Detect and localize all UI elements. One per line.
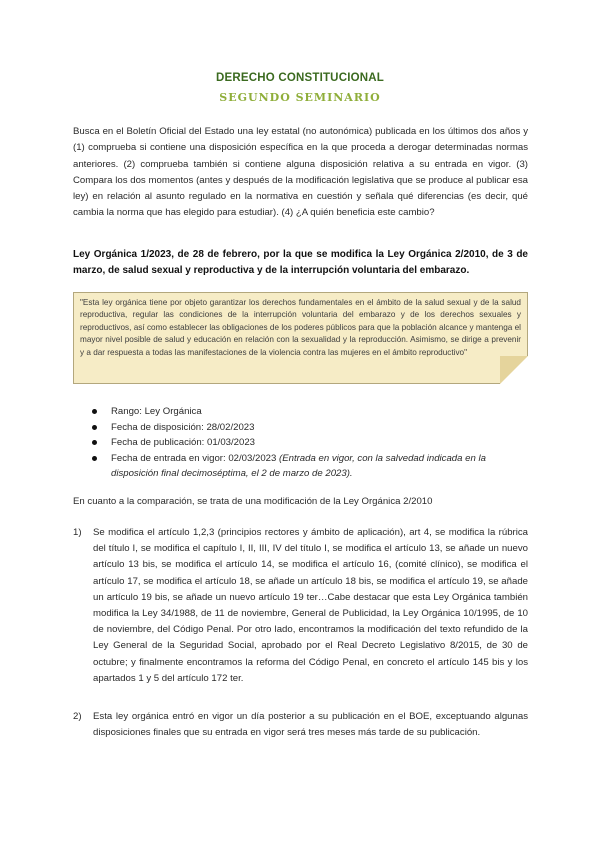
list-item <box>92 435 528 451</box>
numbered-point <box>73 709 528 741</box>
bullet-icon <box>92 409 97 414</box>
list-item-text: Rango: Ley Orgánica <box>111 406 202 417</box>
point-number: 1) <box>73 527 82 538</box>
bullet-icon <box>92 425 97 430</box>
intro-paragraph: Busca en el Boletín Oficial del Estado una ley estatal (no autonómica) publicada en los últimos dos años y (1) comprueba si contiene una disposición específica en la que proceda a derogar determinadas normas anteriores. (2) comprueba también si contiene alguna disposición relativa a su entrada en vigor. (3) Compara los dos momentos (antes y después de la modificación legislativa que se produce al publicar esa ley) en relación al asunto regulado en la normativa en cuestión y señala qué diferencias (es decir, qué cambia la norma que has elegido para estudiar). (4) ¿A quién beneficia este cambio? <box>73 126 528 219</box>
document-subtitle: SEGUNDO SEMINARIO <box>219 91 381 104</box>
list-item <box>92 420 528 436</box>
quote-text: "Esta ley orgánica tiene por objeto garantizar los derechos fundamentales en el ámbito de la salud sexual y de la salud reproductiva, regular las condiciones de la interrupción voluntaria del embarazo y de los derechos sexuales y reproductivos, así como establecer las obligaciones de los poderes públicos para que la población alcance y mantenga el mayor nivel posible de salud y educación en relación con la sexualidad y la reproducción. Asimismo, se dirige a prevenir y a dar respuesta a todas las manifestaciones de la violencia contra las mujeres en el ámbito reproductivo" <box>80 298 521 357</box>
comparison-paragraph: En cuanto a la comparación, se trata de una modificación de la Ley Orgánica 2/2010 <box>73 496 433 507</box>
quote-box <box>73 292 528 384</box>
list-item <box>92 451 528 482</box>
bullet-icon <box>92 440 97 445</box>
law-title: Ley Orgánica 1/2023, de 28 de febrero, por la que se modifica la Ley Orgánica 2/2010, de 3 de marzo, de salud sexual y reproductiva y de la interrupción voluntaria del embarazo. <box>73 249 528 277</box>
list-item-note: (Entrada en vigor, con la salvedad indicada en la disposición final decimoséptima, el 2 de marzo de 2023). <box>111 452 486 479</box>
list-item-text: Fecha de disposición: 28/02/2023 <box>111 421 255 433</box>
point-text: Se modifica el artículo 1,2,3 (principios rectores y ámbito de aplicación), art 4, se modifica la rúbrica del título I, se modifica el capítulo I, II, III, IV del título I, se modifica el artículo 13, se añade un nuevo artículo 13 bis, se modifica el artículo 14, se modifica el artículo 16, (comité clínico), se modifica el artículo 17, se modifica el artículo 18, se añade un artículo 18 bis, se modifica el artículo 19, se añade un artículo 19 bis, se añade un nuevo artículo 19 ter…Cabe destacar que esta Ley Orgánica también modifica la Ley 34/1988, de 11 de noviembre, General de Publicidad, la Ley Orgánica 10/1995, de 10 de noviembre, del Código Penal. Por otro lado, encontramos la modificación del texto refundido de la Ley General de la Seguridad Social, aprobado por el Real Decreto Legislativo 8/2015, de 30 de octubre; y finalmente encontramos la reforma del Código Penal, en concreto el artículo 145 bis y los apartados 1 y 5 del artículo 172 ter. <box>93 527 528 684</box>
point-number: 2) <box>73 711 82 722</box>
list-item-text: Fecha de entrada en vigor: 02/03/2023 <box>111 452 280 464</box>
list-item <box>92 404 528 420</box>
law-details-list <box>92 404 528 482</box>
numbered-point <box>73 525 528 687</box>
bullet-icon <box>92 456 97 461</box>
point-text: Esta ley orgánica entró en vigor un día posterior a su publicación en el BOE, exceptuando algunas disposiciones finales que su entrada en vigor será tres meses más tarde de su publicación. <box>93 711 528 739</box>
list-item-text: Fecha de publicación: 01/03/2023 <box>111 437 256 448</box>
document-title: DERECHO CONSTITUCIONAL <box>216 72 384 84</box>
